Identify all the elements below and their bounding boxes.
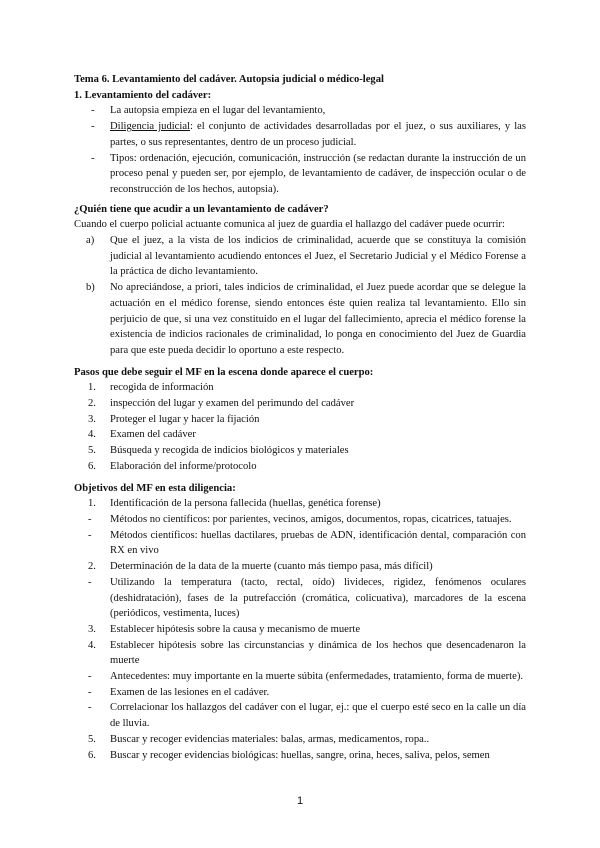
list-marker: 6. <box>88 749 96 761</box>
list-item-text: Que el juez, a la vista de los indicios de criminalidad, acuerde que se constituya la comisión judicial al levantamiento acudiendo entonces el Juez, el Secretario Judicial y el Médico Forense a la práctica de dicho levantamiento. <box>110 235 526 278</box>
list-item <box>74 103 526 119</box>
list-marker: - <box>91 121 95 133</box>
list-item <box>74 496 526 512</box>
list-item <box>74 512 526 528</box>
list-item <box>74 685 526 701</box>
list-marker: b) <box>86 282 95 294</box>
list-item <box>74 622 526 638</box>
list-item <box>74 559 526 575</box>
list-item-text: La autopsia empieza en el lugar del levantamiento, <box>110 105 326 117</box>
section-heading-levantamiento: 1. Levantamiento del cadáver: <box>74 89 212 101</box>
list-marker: - <box>88 513 92 525</box>
quien-acude-list <box>74 233 526 359</box>
list-item-text: Tipos: ordenación, ejecución, comunicación, instrucción (se redactan durante la instrucción de un proceso penal y pueden ser, por ejemplo, de levantamiento de cadáver, de inspección ocular o de reconstrucción de los hechos, autopsia). <box>110 152 526 195</box>
list-item <box>74 700 526 731</box>
section-intro: Cuando el cuerpo policial actuante comunica al juez de guardia el hallazgo del cadáver puede ocurrir: <box>74 219 505 231</box>
list-item <box>74 396 526 412</box>
list-item-text: Antecedentes: muy importante en la muerte súbita (enfermedades, tratamiento, forma de muerte). <box>110 671 523 683</box>
list-item-text: inspección del lugar y examen del perimundo del cadáver <box>110 398 355 410</box>
list-marker: - <box>88 529 92 541</box>
list-item-text: Establecer hipótesis sobre la causa y mecanismo de muerte <box>110 623 361 635</box>
list-item <box>74 638 526 669</box>
list-marker: - <box>91 152 95 164</box>
page-number: 1 <box>296 795 304 807</box>
list-marker: 5. <box>88 445 96 457</box>
list-item <box>74 280 526 359</box>
list-item <box>74 427 526 443</box>
list-item-text: Métodos científicos: huellas dactilares, pruebas de ADN, identificación dental, comparación con RX en vivo <box>110 529 526 557</box>
objetivos-list <box>74 496 526 763</box>
list-marker: 4. <box>88 639 96 651</box>
list-item-text: No apreciándose, a priori, tales indicios de criminalidad, el Juez puede acordar que se delegue la actuación en el médico forense, siendo entonces éste quien realiza tal levantamiento. Ello sin perjuicio de que, si una vez constituido en el lugar del fallecimiento, aprecia el médico forense la existencia de indicios racionales de criminalidad, lo ponga en conocimiento del Juez de Guardia para que este pueda decidir lo oportuno a este respecto. <box>110 282 526 356</box>
section-heading-quien-acude: ¿Quién tiene que acudir a un levantamiento de cadáver? <box>74 203 329 215</box>
document-title: Tema 6. Levantamiento del cadáver. Autopsia judicial o médico-legal <box>74 74 384 85</box>
list-item-text: Determinación de la data de la muerte (cuanto más tiempo pasa, más difícil) <box>110 561 433 573</box>
document-body <box>74 72 526 763</box>
list-item-text: Examen del cadáver <box>110 429 196 441</box>
list-marker: 1. <box>88 498 96 510</box>
list-marker: 6. <box>88 460 96 472</box>
list-item <box>74 528 526 559</box>
levantamiento-list <box>74 103 526 197</box>
list-item-text: Proteger el lugar y hacer la fijación <box>110 413 260 425</box>
list-item-text: : el conjunto de actividades desarrolladas por el juez, o sus auxiliares, y las partes, o sus representantes, dentro de un proceso judicial. <box>110 121 527 148</box>
list-item-text: Buscar y recoger evidencias materiales: balas, armas, medicamentos, ropa.. <box>110 733 430 745</box>
list-item <box>74 119 526 150</box>
list-item <box>74 443 526 459</box>
list-marker: 2. <box>88 398 96 410</box>
list-item-text: Utilizando la temperatura (tacto, rectal, oído) livideces, rigidez, fenómenos oculares (deshidratación), fases de la putrefacción (cromática, colicuativa), marcadores de la escena (periódicos, vestimenta, luces) <box>110 576 526 620</box>
list-item <box>74 748 526 764</box>
list-marker: 2. <box>88 561 96 573</box>
list-item <box>74 151 526 198</box>
list-item-text: Correlacionar los hallazgos del cadáver con el lugar, ej.: que el cuerpo esté seco en la calle un día de lluvia. <box>110 702 526 730</box>
section-heading-pasos: Pasos que debe seguir el MF en la escena donde aparece el cuerpo: <box>74 366 374 378</box>
list-item-text: Examen de las lesiones en el cadáver. <box>110 686 270 698</box>
list-marker: 4. <box>88 429 96 441</box>
list-item <box>74 233 526 280</box>
list-item-text: Buscar y recoger evidencias biológicas: huellas, sangre, orina, heces, saliva, pelos, semen <box>110 749 490 761</box>
list-item <box>74 459 526 475</box>
list-item <box>74 669 526 685</box>
list-item <box>74 380 526 396</box>
list-marker: 3. <box>88 623 96 635</box>
list-item-text: Establecer hipótesis sobre las circunstancias y dinámica de los hechos que desencadenaron la muerte <box>110 639 526 667</box>
list-item-text: Búsqueda y recogida de indicios biológicos y materiales <box>110 445 349 457</box>
list-item-text: Métodos no científicos: por parientes, vecinos, amigos, documentos, ropas, cicatrices, tatuajes. <box>110 513 512 525</box>
list-item-text: Elaboración del informe/protocolo <box>110 460 257 472</box>
pasos-list <box>74 380 526 474</box>
list-marker: 5. <box>88 733 96 745</box>
term-diligencia-judicial: Diligencia judicial <box>110 121 190 133</box>
list-item-text: recogida de información <box>110 382 214 394</box>
list-marker: 1. <box>88 382 96 394</box>
list-marker: - <box>88 671 92 683</box>
list-item <box>74 732 526 748</box>
list-marker: a) <box>86 235 95 247</box>
list-item <box>74 575 526 622</box>
list-item-text: Identificación de la persona fallecida (huellas, genética forense) <box>110 498 381 510</box>
section-heading-objetivos: Objetivos del MF en esta diligencia: <box>74 482 236 494</box>
list-marker: - <box>88 686 92 698</box>
list-marker: - <box>88 576 92 588</box>
list-marker: - <box>88 702 92 714</box>
list-item <box>74 412 526 428</box>
list-marker: - <box>91 105 95 117</box>
list-marker: 3. <box>88 413 96 425</box>
